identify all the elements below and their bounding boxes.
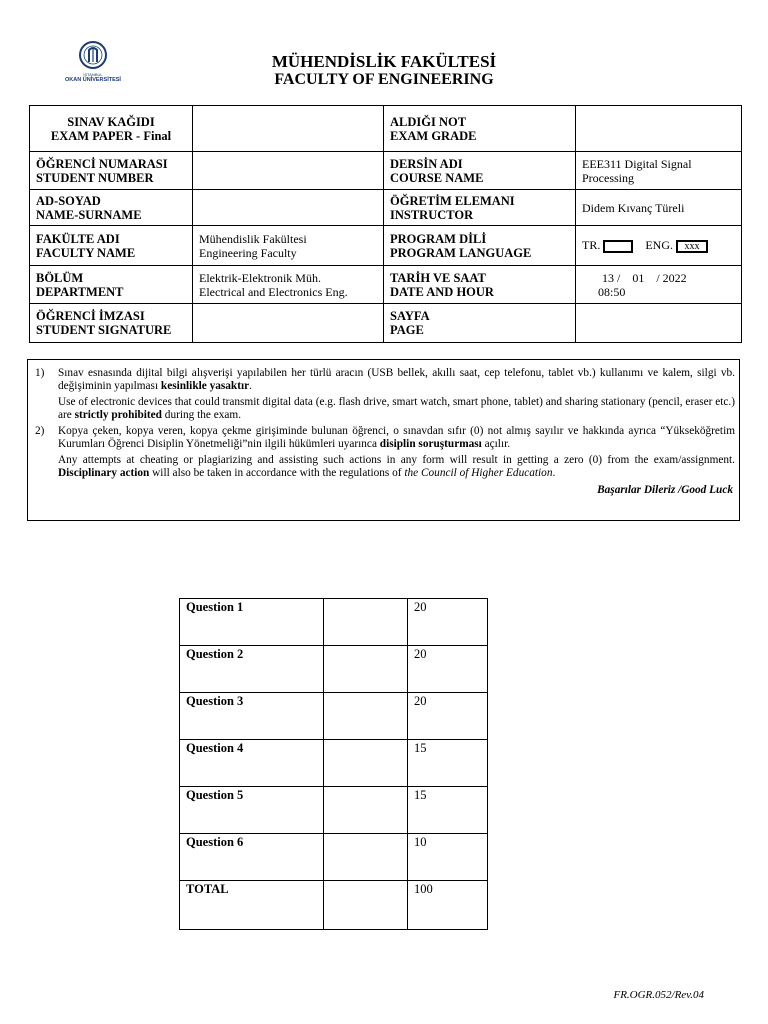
rule-2-en-bold: Disciplinary action — [58, 467, 150, 479]
course-name-en: COURSE NAME — [390, 170, 484, 185]
score-field[interactable] — [324, 834, 408, 881]
exam-info-table — [29, 105, 742, 343]
course-name-label — [384, 152, 576, 190]
department-en: DEPARTMENT — [36, 284, 124, 299]
score-field[interactable] — [324, 693, 408, 740]
question-label: Question 2 — [180, 646, 324, 693]
student-signature-tr: ÖĞRENCİ İMZASI — [36, 309, 145, 323]
student-number-en: STUDENT NUMBER — [36, 170, 154, 185]
rule-1-tr-end: . — [249, 380, 252, 392]
exam-paper-en: EXAM PAPER - Final — [50, 128, 172, 143]
student-signature-label — [30, 304, 193, 343]
department-tr: BÖLÜM — [36, 270, 84, 285]
rule-2-tr-bold: disiplin soruşturması — [379, 438, 482, 450]
rule-2-en-text: Any attempts at cheating or plagiarizing and assisting such actions in any form will result in getting a zero (0) from the exam/assignment. — [58, 454, 735, 466]
question-label: Question 5 — [180, 787, 324, 834]
rule-2-tr-end: açılır. — [481, 438, 511, 450]
lang-en-checkbox[interactable]: xxx — [676, 240, 708, 253]
date-hour-en: DATE AND HOUR — [390, 284, 494, 299]
exam-grade-value[interactable] — [576, 106, 742, 152]
rule-2-number: 2) — [35, 425, 45, 437]
question-points: 20 — [408, 599, 488, 646]
question-points: 20 — [408, 646, 488, 693]
score-row — [180, 787, 488, 834]
rule-1-turkish — [58, 367, 735, 393]
rule-1 — [32, 367, 735, 422]
score-row — [180, 599, 488, 646]
rule-1-tr-text: Sınav esnasında dijital bilgi alışverişi yapılabilen her türlü aracın (USB bellek, akıllı saat, cep telefonu, tablet vb.) kullanımı ve kalem, silgi vb. değişiminin yapılması — [58, 367, 735, 392]
rule-2-tr-text: Kopya çeken, kopya veren, kopya çekme girişiminde bulunan öğrenci, o sınavdan sıfır (0) not almış sayılır ve hakkında ayrıca “Yükseköğretim Kurumları Öğrenci Disiplin Yönetmeliği”nin ilgili hükümleri uyarınca — [58, 425, 735, 450]
name-surname-field[interactable] — [193, 190, 384, 226]
course-name-value: EEE311 Digital Signal Processing — [576, 152, 742, 190]
student-number-field[interactable] — [193, 152, 384, 190]
department-value-en: Electrical and Electronics Eng. — [199, 284, 348, 299]
question-points: 15 — [408, 740, 488, 787]
faculty-title-tr: MÜHENDİSLİK FAKÜLTESİ — [271, 52, 497, 71]
name-surname-tr: AD-SOYAD — [36, 193, 101, 208]
exam-grade-tr: ALDIĞI NOT — [390, 114, 467, 129]
student-number-tr: ÖĞRENCİ NUMARASI — [36, 156, 168, 171]
page-tr: SAYFA — [390, 309, 430, 323]
instructor-value: Didem Kıvanç Türeli — [576, 190, 742, 226]
faculty-value-en: Engineering Faculty — [199, 245, 297, 260]
name-surname-en: NAME-SURNAME — [36, 207, 142, 222]
logo-city: İSTANBUL — [83, 72, 103, 77]
score-row — [180, 740, 488, 787]
instructor-label — [384, 190, 576, 226]
lang-en-label: ENG. — [645, 238, 674, 253]
rule-1-english — [58, 396, 735, 422]
rule-2-en-italic: the Council of Higher Education — [404, 467, 553, 479]
question-label: Question 3 — [180, 693, 324, 740]
question-label: Question 6 — [180, 834, 324, 881]
question-points: 15 — [408, 787, 488, 834]
instructor-tr: ÖĞRETİM ELEMANI — [390, 193, 515, 208]
program-language-tr: PROGRAM DİLİ — [390, 231, 487, 246]
faculty-name-label — [30, 226, 193, 266]
score-table — [179, 598, 488, 930]
score-row — [180, 646, 488, 693]
score-row — [180, 693, 488, 740]
lang-tr-label: TR. — [582, 238, 601, 253]
student-signature-field[interactable] — [193, 304, 384, 343]
faculty-name-value — [193, 226, 384, 266]
faculty-name-en: FACULTY NAME — [36, 245, 136, 260]
score-row — [180, 834, 488, 881]
program-language-value — [576, 226, 742, 266]
score-field[interactable] — [324, 599, 408, 646]
exam-paper-cell — [30, 106, 193, 152]
rule-2-english — [58, 454, 735, 480]
rule-2-en-end: . — [552, 467, 556, 479]
score-field[interactable] — [324, 646, 408, 693]
date-hour-tr: TARİH VE SAAT — [390, 270, 486, 285]
rule-1-tr-bold: kesinlikle yasaktır — [160, 380, 250, 392]
total-points: 100 — [408, 881, 488, 930]
rule-1-en-bold: strictly prohibited — [74, 409, 162, 421]
student-signature-en: STUDENT SIGNATURE — [36, 323, 172, 337]
program-language-label — [384, 226, 576, 266]
question-points: 20 — [408, 693, 488, 740]
faculty-name-tr: FAKÜLTE ADI — [36, 231, 120, 246]
rule-2 — [32, 425, 735, 480]
question-points: 10 — [408, 834, 488, 881]
page-value[interactable] — [576, 304, 742, 343]
rule-1-en-text: Use of electronic devices that could transmit digital data (e.g. flash drive, smart watch, smart phone, tablet) and sharing stationary (pencil, eraser etc.) are — [58, 396, 735, 421]
rule-1-en-end: during the exam. — [161, 409, 242, 421]
faculty-title-en: FACULTY OF ENGINEERING — [274, 71, 494, 88]
program-language-en: PROGRAM LANGUAGE — [390, 245, 532, 260]
question-label: Question 1 — [180, 599, 324, 646]
total-score-field[interactable] — [324, 881, 408, 930]
student-number-label — [30, 152, 193, 190]
name-surname-label — [30, 190, 193, 226]
date-hour-value — [576, 266, 742, 304]
exam-date: 13 / 01 / 2022 — [602, 270, 687, 285]
exam-time: 08:50 — [598, 284, 626, 299]
rule-1-number: 1) — [35, 367, 45, 379]
date-hour-label — [384, 266, 576, 304]
logo-university-name: OKAN ÜNİVERSİTESİ — [65, 77, 121, 83]
exam-paper-tr: SINAV KAĞIDI — [67, 114, 155, 129]
exam-grade-label — [384, 106, 576, 152]
page-en: PAGE — [390, 323, 424, 337]
rule-2-en-mid: will also be taken in accordance with the regulations of — [149, 467, 405, 479]
exam-rules-box — [27, 359, 740, 521]
lang-tr-checkbox[interactable] — [603, 240, 633, 253]
score-field[interactable] — [324, 740, 408, 787]
exam-paper-spacer — [193, 106, 384, 152]
question-label: Question 4 — [180, 740, 324, 787]
exam-grade-en: EXAM GRADE — [390, 128, 477, 143]
department-value — [193, 266, 384, 304]
rule-2-turkish — [58, 425, 735, 451]
form-code: FR.OGR.052/Rev.04 — [613, 989, 704, 1001]
good-luck-text: Başarılar Dileriz /Good Luck — [597, 484, 733, 496]
page-label — [384, 304, 576, 343]
faculty-value-tr: Mühendislik Fakültesi — [199, 231, 307, 246]
instructor-en: INSTRUCTOR — [390, 207, 474, 222]
department-label — [30, 266, 193, 304]
total-row — [180, 881, 488, 930]
department-value-tr: Elektrik-Elektronik Müh. — [199, 270, 321, 285]
course-name-tr: DERSİN ADI — [390, 156, 463, 171]
score-field[interactable] — [324, 787, 408, 834]
total-label: TOTAL — [180, 881, 324, 930]
